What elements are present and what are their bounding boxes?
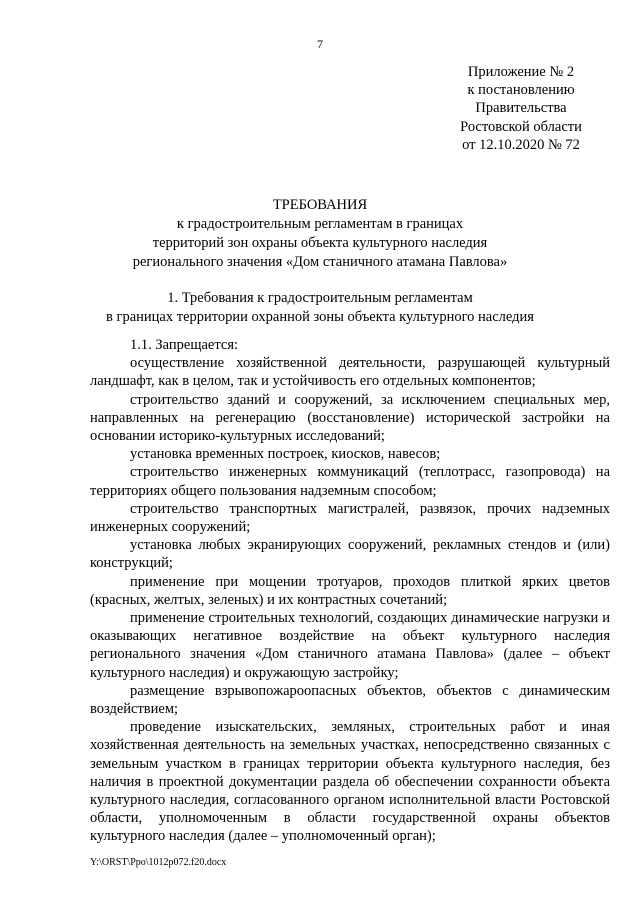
section-heading-line: 1. Требования к градостроительным регламентам xyxy=(167,290,473,306)
list-item: применение при мощении тротуаров, проходов плиткой ярких цветов (красных, желтых, зеленых) и их контрастных сочетаний; xyxy=(90,573,610,608)
appendix-line: Ростовской области xyxy=(460,118,582,135)
list-item: строительство зданий и сооружений, за исключением специальных мер, направленных на регенерацию (восстановление) исторической застройки на основании историко-культурных исследований; xyxy=(90,391,610,445)
title-main: ТРЕБОВАНИЯ xyxy=(272,197,368,213)
list-item: размещение взрывопожароопасных объектов, объектов с динамическим воздействием; xyxy=(90,682,610,718)
section-heading-line: в границах территории охранной зоны объекта культурного наследия xyxy=(106,308,534,325)
title-line: территорий зон охраны объекта культурного наследия xyxy=(152,235,488,251)
list-item: установка любых экранирующих сооружений, рекламных стендов и (или) конструкций; xyxy=(90,537,610,572)
appendix-line: Приложение № 2 xyxy=(467,64,575,80)
list-item: осуществление хозяйственной деятельности, разрушающей культурный ландшафт, как в целом, так и устойчивость его отдельных компонентов; xyxy=(90,355,610,390)
body-text xyxy=(90,336,610,846)
list-item: проведение изыскательских, земляных, строительных работ и иная хозяйственная деятельность на земельных участках, непосредственно связанных с земельным участком в границах территории объекта культурного наследия, без наличия в проектной документации раздела об обеспечении сохранности объекта культурного наследия, согласованного органом исполнительной власти Ростовской области, уполномоченным в области государственной охраны объектов культурного наследия (далее – уполномоченный орган); xyxy=(90,719,610,845)
appendix-line: от 12.10.2020 № 72 xyxy=(462,136,580,153)
document-title xyxy=(60,196,580,272)
list-item: строительство инженерных коммуникаций (теплотрасс, газопровода) на территориях общего пользования надземным способом; xyxy=(90,464,610,499)
appendix-line: Правительства xyxy=(475,100,567,117)
list-item: строительство транспортных магистралей, развязок, прочих надземных инженерных сооружений; xyxy=(90,500,610,536)
appendix-line: к постановлению xyxy=(467,82,575,99)
list-item: установка временных построек, киосков, навесов; xyxy=(130,446,441,463)
appendix-block xyxy=(436,63,606,154)
list-item: применение строительных технологий, создающих динамические нагрузки и оказывающих негативное воздействие на объект культурного наследия регионального значения «Дом станичного атамана Павлова» (далее – объект культурного наследия) и окружающую застройку; xyxy=(90,610,610,681)
subsection-heading: 1.1. Запрещается: xyxy=(130,337,239,353)
section-heading xyxy=(60,289,580,326)
footer-file-path: Y:\ORST\Ppo\1012p072.f20.docx xyxy=(90,857,227,868)
page-number: 7 xyxy=(317,37,323,51)
title-line: регионального значения «Дом станичного атамана Павлова» xyxy=(132,254,508,270)
title-line: к градостроительным регламентам в границах xyxy=(176,216,464,232)
